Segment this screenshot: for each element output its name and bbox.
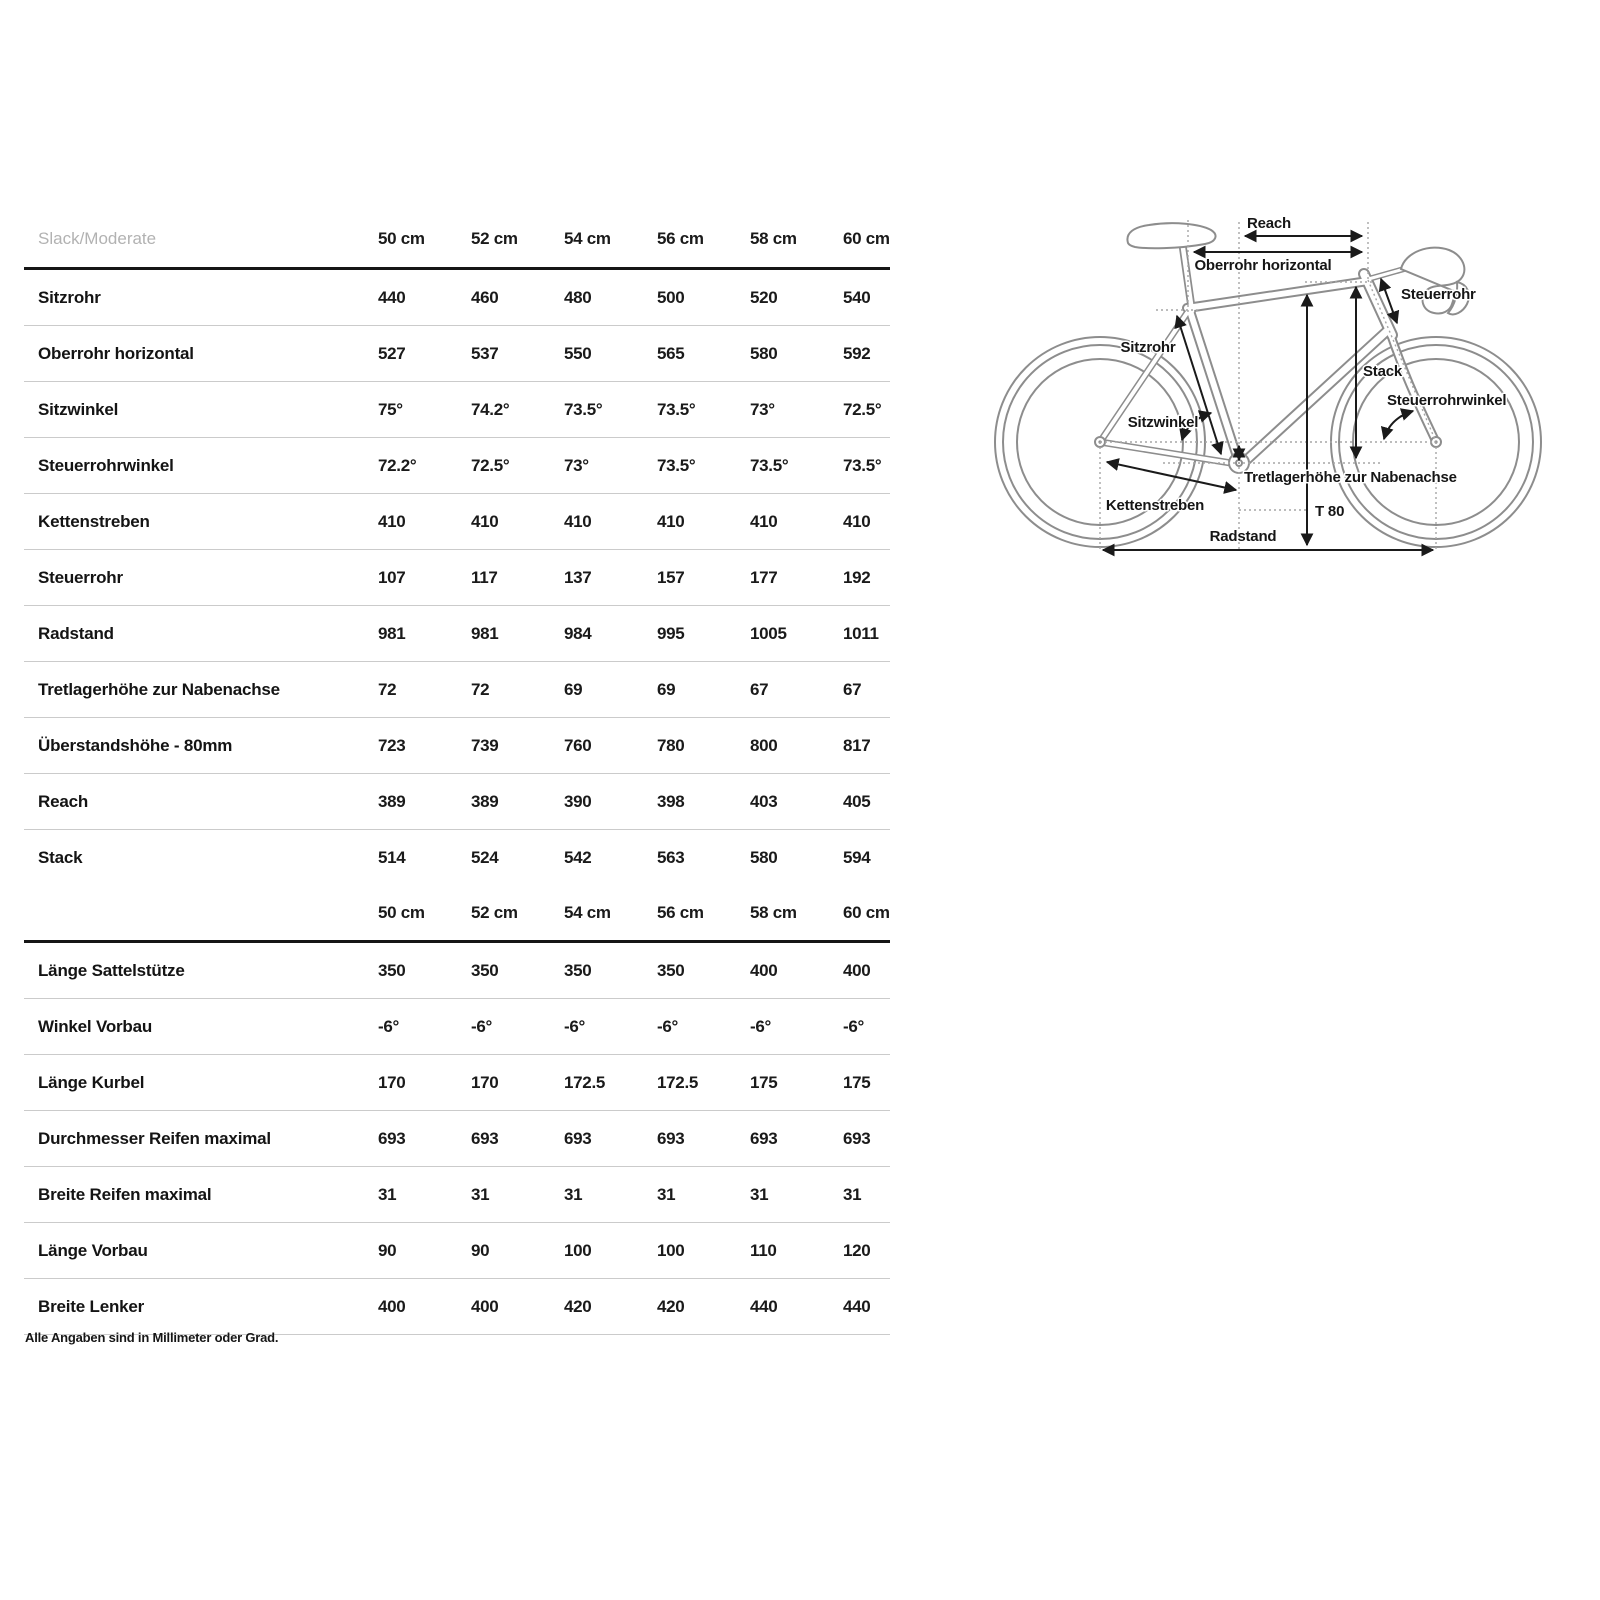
geometry-value: 117	[471, 567, 498, 587]
geometry-value: 580	[750, 343, 778, 363]
geometry-value: 31	[843, 1184, 862, 1204]
geometry-value: 172.5	[564, 1072, 606, 1092]
geometry-value: 410	[843, 511, 871, 531]
geometry-value: 177	[750, 567, 778, 587]
geometry-value: 514	[378, 847, 406, 867]
geometry-value: 350	[471, 960, 499, 980]
geometry-value: 580	[750, 847, 778, 867]
size-column-header: 56 cm	[657, 902, 704, 922]
geometry-value: 739	[471, 735, 499, 755]
diagram-label-oberrohr: Oberrohr horizontal	[1194, 257, 1332, 274]
table-row	[24, 550, 890, 606]
geometry-value: 594	[843, 847, 871, 867]
row-label: Länge Sattelstütze	[38, 960, 185, 980]
handlebar-icon	[1401, 248, 1469, 315]
geometry-value: 760	[564, 735, 592, 755]
units-footnote: Alle Angaben sind in Millimeter oder Grad.	[25, 1330, 279, 1345]
geometry-value: 520	[750, 287, 778, 307]
geometry-value: 817	[843, 735, 871, 755]
geometry-value: 800	[750, 735, 778, 755]
geometry-value: -6°	[378, 1016, 400, 1036]
row-label: Sitzwinkel	[38, 399, 119, 419]
geometry-value: 410	[378, 511, 406, 531]
table-header-row-2	[24, 885, 890, 943]
table-header-row	[24, 210, 890, 270]
diagram-label-steuerrohr: Steuerrohr	[1401, 286, 1476, 303]
table-row	[24, 718, 890, 774]
geometry-value: 500	[657, 287, 685, 307]
row-label: Tretlagerhöhe zur Nabenachse	[38, 679, 280, 699]
row-label: Länge Vorbau	[38, 1240, 148, 1260]
geometry-value: 440	[750, 1296, 778, 1316]
size-column-header: 60 cm	[843, 228, 890, 248]
geometry-rows-section	[24, 270, 890, 885]
geometry-value: 563	[657, 847, 685, 867]
geometry-value: 67	[843, 679, 862, 699]
geometry-value: 72.2°	[378, 455, 417, 475]
geometry-value: 420	[657, 1296, 685, 1316]
size-column-header: 52 cm	[471, 228, 518, 248]
geometry-value: 90	[378, 1240, 397, 1260]
geometry-value: 524	[471, 847, 499, 867]
geometry-value: 67	[750, 679, 769, 699]
geometry-value: 192	[843, 567, 871, 587]
table-row	[24, 774, 890, 830]
geometry-value: 693	[843, 1128, 871, 1148]
diagram-label-kettenstreben: Kettenstreben	[1105, 497, 1205, 514]
geometry-value: 550	[564, 343, 592, 363]
geometry-value: 170	[378, 1072, 406, 1092]
diagram-label-steuerrohrwinkel: Steuerrohrwinkel	[1387, 392, 1507, 409]
row-label: Steuerrohr	[38, 567, 123, 587]
geometry-value: 527	[378, 343, 406, 363]
table-row	[24, 382, 890, 438]
steuerrohrwinkel-arc-arrow	[1384, 411, 1413, 439]
size-column-header: 54 cm	[564, 228, 611, 248]
table-row	[24, 662, 890, 718]
row-label: Reach	[38, 791, 89, 811]
table-row	[24, 830, 890, 885]
geometry-value: 389	[471, 791, 499, 811]
size-column-header: 56 cm	[657, 228, 704, 248]
geometry-value: 31	[750, 1184, 769, 1204]
bike-geometry-diagram	[960, 180, 1570, 600]
geometry-value: 537	[471, 343, 499, 363]
geometry-value: 73°	[564, 455, 589, 475]
geometry-value: -6°	[657, 1016, 679, 1036]
geometry-value: 137	[564, 567, 592, 587]
geometry-value: 72	[378, 679, 397, 699]
diagram-label-tretlagerhoehe: Tretlagerhöhe zur Nabenachse	[1244, 469, 1457, 486]
geometry-value: 73.5°	[657, 455, 696, 475]
diagram-label-sitzrohr: Sitzrohr	[1120, 339, 1176, 356]
geometry-value: 31	[564, 1184, 583, 1204]
geometry-value: 69	[564, 679, 583, 699]
geometry-value: 410	[657, 511, 685, 531]
size-column-header: 54 cm	[564, 902, 611, 922]
diagram-label-radstand: Radstand	[1209, 528, 1277, 545]
size-column-header: 58 cm	[750, 902, 797, 922]
table-row	[24, 326, 890, 382]
geometry-value: 75°	[378, 399, 403, 419]
geometry-value: 693	[564, 1128, 592, 1148]
component-rows-section	[24, 943, 890, 1335]
geometry-value: 72	[471, 679, 490, 699]
geometry-value: 565	[657, 343, 685, 363]
geometry-value: 120	[843, 1240, 871, 1260]
row-label: Stack	[38, 847, 83, 867]
table-row	[24, 438, 890, 494]
row-label: Breite Lenker	[38, 1296, 145, 1316]
table-row	[24, 999, 890, 1055]
geometry-value: 100	[564, 1240, 592, 1260]
geometry-value: 172.5	[657, 1072, 699, 1092]
geometry-value: 31	[657, 1184, 676, 1204]
geometry-value: 410	[750, 511, 778, 531]
geometry-value: 73.5°	[564, 399, 603, 419]
geometry-value: 403	[750, 791, 778, 811]
geometry-value: 400	[843, 960, 871, 980]
row-label: Radstand	[38, 623, 114, 643]
table-row	[24, 1055, 890, 1111]
geometry-value: 350	[564, 960, 592, 980]
geometry-value: 1005	[750, 623, 787, 643]
size-column-header: 58 cm	[750, 228, 797, 248]
geometry-value: 995	[657, 623, 685, 643]
geometry-value: 1011	[843, 623, 879, 643]
geometry-table	[24, 210, 890, 1335]
geometry-value: 107	[378, 567, 406, 587]
geometry-value: 73.5°	[843, 455, 882, 475]
geometry-value: 73°	[750, 399, 775, 419]
geometry-value: -6°	[750, 1016, 772, 1036]
table-row	[24, 270, 890, 326]
geometry-value: 405	[843, 791, 871, 811]
size-column-header: 52 cm	[471, 902, 518, 922]
table-header-label: Slack/Moderate	[38, 228, 157, 248]
row-label: Winkel Vorbau	[38, 1016, 153, 1036]
size-column-header: 50 cm	[378, 902, 425, 922]
geometry-value: 693	[378, 1128, 406, 1148]
geometry-value: 157	[657, 567, 685, 587]
geometry-value: 69	[657, 679, 676, 699]
geometry-value: 540	[843, 287, 871, 307]
geometry-value: 74.2°	[471, 399, 510, 419]
geometry-value: 350	[378, 960, 406, 980]
geometry-value: 170	[471, 1072, 499, 1092]
geometry-value: 400	[750, 960, 778, 980]
geometry-value: 400	[471, 1296, 499, 1316]
geometry-value: 31	[378, 1184, 397, 1204]
row-label: Breite Reifen maximal	[38, 1184, 212, 1204]
table-row	[24, 494, 890, 550]
geometry-value: 90	[471, 1240, 490, 1260]
geometry-value: 693	[657, 1128, 685, 1148]
geometry-value: 440	[843, 1296, 871, 1316]
diagram-label-reach: Reach	[1246, 215, 1292, 232]
geometry-value: 72.5°	[471, 455, 510, 475]
saddle-icon	[1127, 223, 1215, 248]
row-label: Steuerrohrwinkel	[38, 455, 174, 475]
row-label: Oberrohr horizontal	[38, 343, 194, 363]
geometry-value: 73.5°	[657, 399, 696, 419]
geometry-value: 693	[750, 1128, 778, 1148]
geometry-value: 723	[378, 735, 406, 755]
table-row	[24, 1111, 890, 1167]
geometry-value: 400	[378, 1296, 406, 1316]
geometry-value: 420	[564, 1296, 592, 1316]
geometry-value: 175	[750, 1072, 778, 1092]
row-label: Länge Kurbel	[38, 1072, 145, 1092]
geometry-value: 72.5°	[843, 399, 882, 419]
size-column-header: 50 cm	[378, 228, 425, 248]
geometry-value: 981	[471, 623, 499, 643]
geometry-value: 592	[843, 343, 871, 363]
geometry-value: 981	[378, 623, 406, 643]
geometry-value: -6°	[843, 1016, 865, 1036]
table-row	[24, 1279, 890, 1335]
geometry-value: 693	[471, 1128, 499, 1148]
geometry-value: 100	[657, 1240, 685, 1260]
row-label: Überstandshöhe - 80mm	[38, 735, 233, 755]
geometry-value: 31	[471, 1184, 490, 1204]
geometry-value: 542	[564, 847, 592, 867]
geometry-value: 780	[657, 735, 685, 755]
geometry-value: -6°	[471, 1016, 493, 1036]
geometry-value: 984	[564, 623, 592, 643]
diagram-label-t80: T 80	[1315, 503, 1345, 520]
row-label: Sitzrohr	[38, 287, 101, 307]
geometry-value: 110	[750, 1240, 777, 1260]
size-column-header: 60 cm	[843, 902, 890, 922]
geometry-value: -6°	[564, 1016, 586, 1036]
row-label: Durchmesser Reifen maximal	[38, 1128, 271, 1148]
geometry-value: 73.5°	[750, 455, 789, 475]
row-label: Kettenstreben	[38, 511, 150, 531]
table-row	[24, 943, 890, 999]
table-row	[24, 1223, 890, 1279]
geometry-value: 410	[471, 511, 499, 531]
geometry-value: 410	[564, 511, 592, 531]
geometry-value: 440	[378, 287, 406, 307]
geometry-value: 480	[564, 287, 592, 307]
geometry-value: 175	[843, 1072, 871, 1092]
geometry-value: 390	[564, 791, 592, 811]
diagram-label-sitzwinkel: Sitzwinkel	[1127, 414, 1199, 431]
geometry-value: 389	[378, 791, 406, 811]
table-row	[24, 606, 890, 662]
table-row	[24, 1167, 890, 1223]
geometry-value: 460	[471, 287, 499, 307]
diagram-label-stack: Stack	[1363, 363, 1403, 380]
geometry-value: 398	[657, 791, 685, 811]
geometry-value: 350	[657, 960, 685, 980]
